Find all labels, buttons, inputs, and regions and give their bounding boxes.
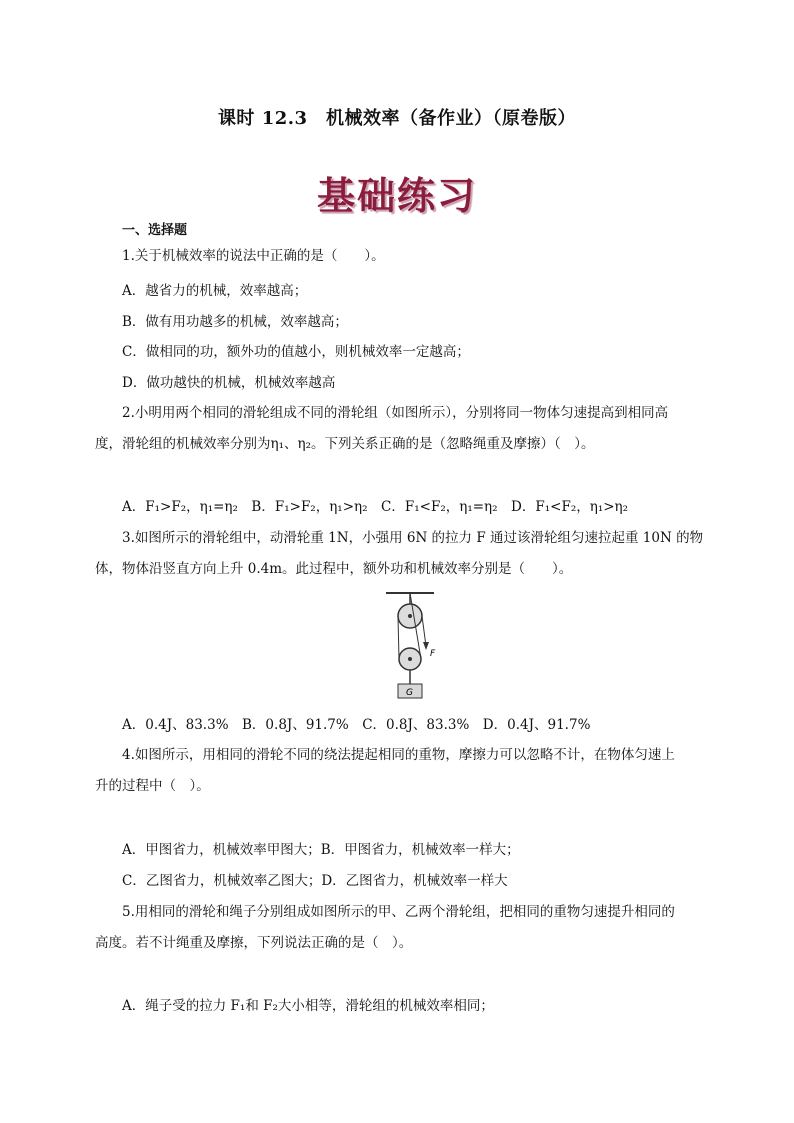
- q3-stem-line2: 体，物体沿竖直方向上升 0.4m。此过程中，额外功和机械效率分别是（ ）。: [95, 561, 573, 577]
- pulley-figure: [380, 590, 440, 700]
- q1-option-a: A．越省力的机械，效率越高；: [122, 283, 308, 299]
- page-title: 课时 12.3 机械效率（备作业）（原卷版）: [217, 108, 577, 129]
- q4-stem-line1: 4.如图所示，用相同的滑轮不同的绕法提起相同的重物，摩擦力可以忽略不计，在物体匀速上: [122, 747, 675, 763]
- q1-option-c: C．做相同的功，额外功的值越小，则机械效率一定越高；: [122, 344, 470, 360]
- rope-left: [398, 616, 399, 659]
- force-arrow: [423, 642, 429, 650]
- q2-options: A．F₁>F₂，η₁=η₂ B．F₁>F₂，η₁>η₂ C．F₁<F₂，η₁=η₂ D．F₁<F₂，η₁>η₂: [122, 499, 629, 515]
- q5-option-a: A．绳子受的拉力 F₁和 F₂大小相等，滑轮组的机械效率相同；: [122, 998, 494, 1014]
- q5-stem-line2: 高度。若不计绳重及摩擦，下列说法正确的是（ ）。: [95, 935, 413, 951]
- q2-stem-line2: 度，滑轮组的机械效率分别为η₁、η₂。下列关系正确的是（忽略绳重及摩擦）（ ）。: [95, 436, 595, 452]
- q1-stem: 1.关于机械效率的说法中正确的是（ ）。: [122, 248, 385, 264]
- weight-label: G: [406, 688, 413, 698]
- q5-stem-line1: 5.用相同的滑轮和绳子分别组成如图所示的甲、乙两个滑轮组，把相同的重物匀速提升相同的: [122, 904, 675, 920]
- q3-options: A．0.4J、83.3% B．0.8J、91.7% C．0.8J、83.3% D．0.4J、91.7%: [122, 717, 591, 733]
- section-banner: 基础练习: [316, 174, 477, 218]
- fixed-axle: [408, 614, 412, 618]
- rope-pull: [422, 616, 426, 646]
- q4-options-cd: C．乙图省力，机械效率乙图大；D．乙图省力，机械效率一样大: [122, 873, 508, 889]
- q3-stem-line1: 3.如图所示的滑轮组中，动滑轮重 1N，小强用 6N 的拉力 F 通过该滑轮组匀速拉起重 10N 的物: [122, 530, 704, 546]
- q4-options-ab: A．甲图省力，机械效率甲图大；B．甲图省力，机械效率一样大；: [122, 842, 520, 858]
- q2-stem-line1: 2.小明用两个相同的滑轮组成不同的滑轮组（如图所示），分别将同一物体匀速提高到相同高: [122, 405, 669, 421]
- movable-axle: [408, 657, 412, 661]
- q1-option-b: B．做有用功越多的机械，效率越高；: [122, 314, 348, 330]
- section-heading: 一、选择题: [122, 223, 188, 238]
- q1-option-d: D．做功越快的机械，机械效率越高: [122, 375, 336, 391]
- force-label: F: [430, 649, 436, 659]
- q4-stem-line2: 升的过程中（ ）。: [95, 778, 210, 794]
